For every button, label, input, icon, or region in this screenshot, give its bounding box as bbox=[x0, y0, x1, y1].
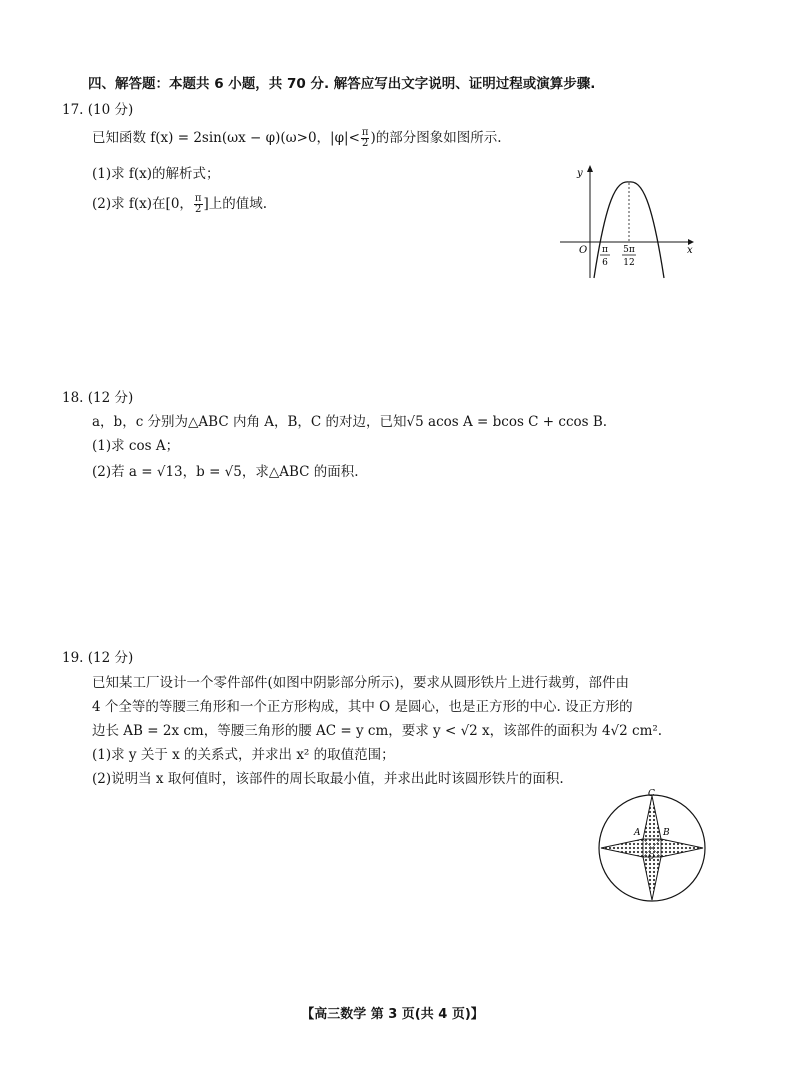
page-footer: 【高三数学 第 3 页(共 4 页)】 bbox=[301, 1007, 484, 1022]
q17-stem-frac-num: π bbox=[361, 127, 369, 138]
figure-label-b: B bbox=[663, 828, 670, 838]
q19-part1: (1)求 y 关于 x 的关系式，并求出 x² 的取值范围； bbox=[92, 747, 395, 763]
q19-line3: 边长 AB = 2x cm，等腰三角形的腰 AC = y cm，要求 y < √2 x，该部件的面积为 4√2 cm². bbox=[92, 723, 663, 739]
q18-number: 18. (12 分) bbox=[62, 390, 134, 406]
q17-part2-text-b: ]上的值域. bbox=[203, 196, 268, 212]
graph-tick2-den: 12 bbox=[623, 258, 635, 268]
q19-part2: (2)说明当 x 取何值时，该部件的周长取最小值，并求出此时该圆形铁片的面积. bbox=[92, 771, 564, 787]
q17-part2-text-a: (2)求 f(x)在[0， bbox=[92, 196, 193, 212]
q17-part1: (1)求 f(x)的解析式； bbox=[92, 166, 220, 182]
q17-part2-frac-den: 2 bbox=[195, 204, 202, 215]
q19-number: 19. (12 分) bbox=[62, 650, 134, 666]
q19-line2: 4 个全等的等腰三角形和一个正方形构成，其中 O 是圆心，也是正方形的中心. 设正方形的 bbox=[92, 699, 633, 715]
q17-number: 17. (10 分) bbox=[62, 102, 134, 118]
figure-label-o: O bbox=[648, 852, 655, 861]
q17-stem-text-a: 已知函数 f(x) = 2sin(ωx − φ)(ω>0，|φ|< bbox=[92, 130, 360, 146]
q17-stem bbox=[92, 128, 502, 149]
q17-stem-frac bbox=[361, 128, 370, 149]
graph-origin-label: O bbox=[579, 245, 588, 256]
graph-tick1-den: 6 bbox=[602, 258, 608, 268]
q18-part1: (1)求 cos A； bbox=[92, 438, 180, 454]
q19-circle-figure bbox=[592, 786, 712, 904]
figure-label-a: A bbox=[634, 828, 641, 838]
q17-function-graph bbox=[560, 160, 700, 280]
graph-y-label: y bbox=[577, 168, 583, 179]
q17-part2 bbox=[92, 194, 267, 215]
q17-stem-text-b: )的部分图象如图所示. bbox=[370, 130, 502, 146]
q18-part2: (2)若 a = √13，b = √5，求△ABC 的面积. bbox=[92, 464, 359, 480]
q17-stem-frac-den: 2 bbox=[362, 138, 369, 149]
graph-y-arrow bbox=[587, 165, 593, 172]
q18-stem: a，b，c 分别为△ABC 内角 A，B，C 的对边，已知√5 acos A = bcos C + ccos B. bbox=[92, 414, 608, 430]
graph-x-label: x bbox=[687, 245, 693, 256]
q19-line1: 已知某工厂设计一个零件部件(如图中阴影部分所示)，要求从圆形铁片上进行裁剪，部件由 bbox=[92, 675, 630, 691]
q17-part2-frac bbox=[194, 194, 203, 215]
graph-tick2-num: 5π bbox=[623, 245, 635, 255]
graph-tick1-num: π bbox=[602, 245, 608, 255]
figure-label-c: C bbox=[648, 789, 655, 799]
section-header: 四、解答题：本题共 6 小题，共 70 分. 解答应写出文字说明、证明过程或演算步骤. bbox=[88, 76, 596, 92]
q17-part2-frac-num: π bbox=[194, 193, 202, 204]
